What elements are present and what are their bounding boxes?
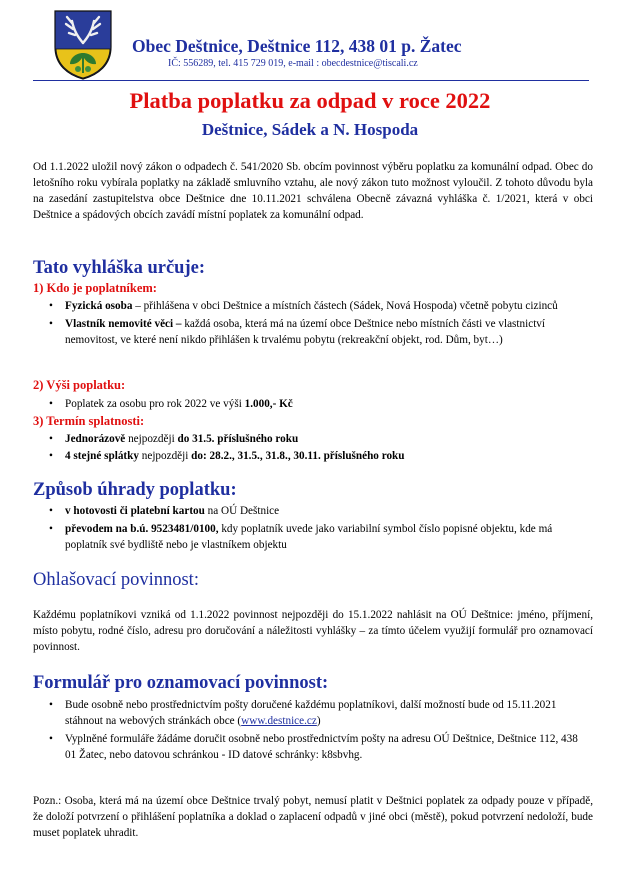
item-text: Vyplněné formuláře žádáme doručit osobně nebo prostřednictvím pošty na adresu OÚ Deštnice, Deštnice 112, 438 01 Žatec, nebo datovou schránkou - ID datové schránky: k8sbvhg. [65,733,578,761]
list-item [65,298,591,314]
item-label: Fyzická osoba [65,300,133,312]
item-text: kdy poplatník uvede jako variabilní symbol číslo popisné objektu, kde má poplatník své bydliště nebo je vlastníkem objektu [65,523,553,551]
section-heading-reporting-form: Formulář pro oznamovací povinnost: [33,673,329,693]
subheading-who-pays: 1) Kdo je poplatníkem: [33,281,157,295]
list-item [65,396,591,412]
item-label: v hotovosti či platební kartou [65,505,205,517]
item-text: nejpozději [138,450,192,462]
list-item [65,697,591,729]
who-pays-list [33,298,591,348]
item-text-end: ) [316,715,321,727]
item-amount: 1.000,- Kč [244,398,293,410]
list-item [65,316,591,348]
intro-paragraph: Od 1.1.2022 uložil nový zákon o odpadech č. 541/2020 Sb. obcím povinnost výběru poplatku za komunální odpad. Obec do letošního roku vybírala poplatky na základě smluvního vztahu, ale nový zákon tuto možnost vyloučil. Z tohoto důvodu byla na zasedání zastupitelstva obce Deštnice dne 10.11.2021 schválena Obecně závazná vyhláška č. 1/2021, která v obci Deštnice a spádových obcích zavádí místní poplatek za komunální odpad. [33,161,593,221]
item-label: převodem na b.ú. 9523481/0100, [65,523,219,535]
municipality-contact: IČ: 556289, tel. 415 729 019, e-mail : obecdestnice@tiscali.cz [168,58,418,69]
list-item [65,503,591,519]
reporting-form-list [33,697,591,763]
subheading-due-date: 3) Termín splatnosti: [33,414,145,428]
list-item [65,521,591,553]
payment-method-list [33,503,591,553]
due-date-list [33,431,591,464]
item-label: 4 stejné splátky [65,450,139,462]
fee-amount-list [33,396,591,412]
reporting-duty-paragraph: Každému poplatníkovi vzniká od 1.1.2022 povinnost nejpozději do 15.1.2022 nahlásit na OÚ Deštnice: jméno, příjmení, místo pobytu, rodné číslo, adresu pro doručování a náležitosti vyhlášky – za tímto účelem využijí formulář pro oznamovací povinnost. [33,609,593,653]
section-heading-reporting-duty: Ohlašovací povinnost: [33,570,199,590]
item-text: každá osoba, která má na území obce Deštnice nebo místních části ve vlastnictví nemovitost, ve které není nikdo přihlášen k trvalému pobytu (rekreakční objekt, rod. Dům, byt…) [65,318,545,346]
list-item [65,731,591,763]
item-date: do: 28.2., 31.5., 31.8., 30.11. příslušného roku [191,450,405,462]
municipality-title: Obec Deštnice, Deštnice 112, 438 01 p. Žatec [132,36,462,56]
footnote-paragraph: Pozn.: Osoba, která má na území obce Deštnice trvalý pobyt, nemusí platit v Deštnici poplatek za odpady pouze v případě, že doloží potvrzení o přihlášení poplatníka a doklad o zaplacení odpadů v jiné obci (městě), pokud potvrzení nedoloží, bude muset poplatek uhradit. [33,795,593,839]
website-link[interactable]: www.destnice.cz [241,715,317,727]
item-date: do 31.5. příslušného roku [177,433,299,445]
header-divider [33,80,589,81]
item-text: na OÚ Deštnice [204,505,280,517]
subheading-fee-amount: 2) Výši poplatku: [33,378,126,392]
document-subtitle: Deštnice, Sádek a N. Hospoda [201,120,419,139]
section-heading-regulation: Tato vyhláška určuje: [33,258,206,278]
item-label: Jednorázově [65,433,126,445]
coat-of-arms-icon [52,9,114,81]
section-heading-payment-method: Způsob úhrady poplatku: [33,480,237,500]
item-text: Poplatek za osobu pro rok 2022 ve výši [65,398,245,410]
item-text: nejpozději [125,433,178,445]
list-item [65,448,591,464]
list-item [65,431,591,447]
item-text: Bude osobně nebo prostřednictvím pošty doručené každému poplatníkovi, další možností bude od 15.11.2021 stáhnout na webových stránkách obce ( [65,699,557,727]
item-text: – přihlášena v obci Deštnice a místních částech (Sádek, Nová Hospoda) včetně pobytu cizinců [132,300,558,312]
document-title: Platba poplatku za odpad v roce 2022 [129,88,491,113]
item-label: Vlastník nemovité věci – [65,318,182,330]
